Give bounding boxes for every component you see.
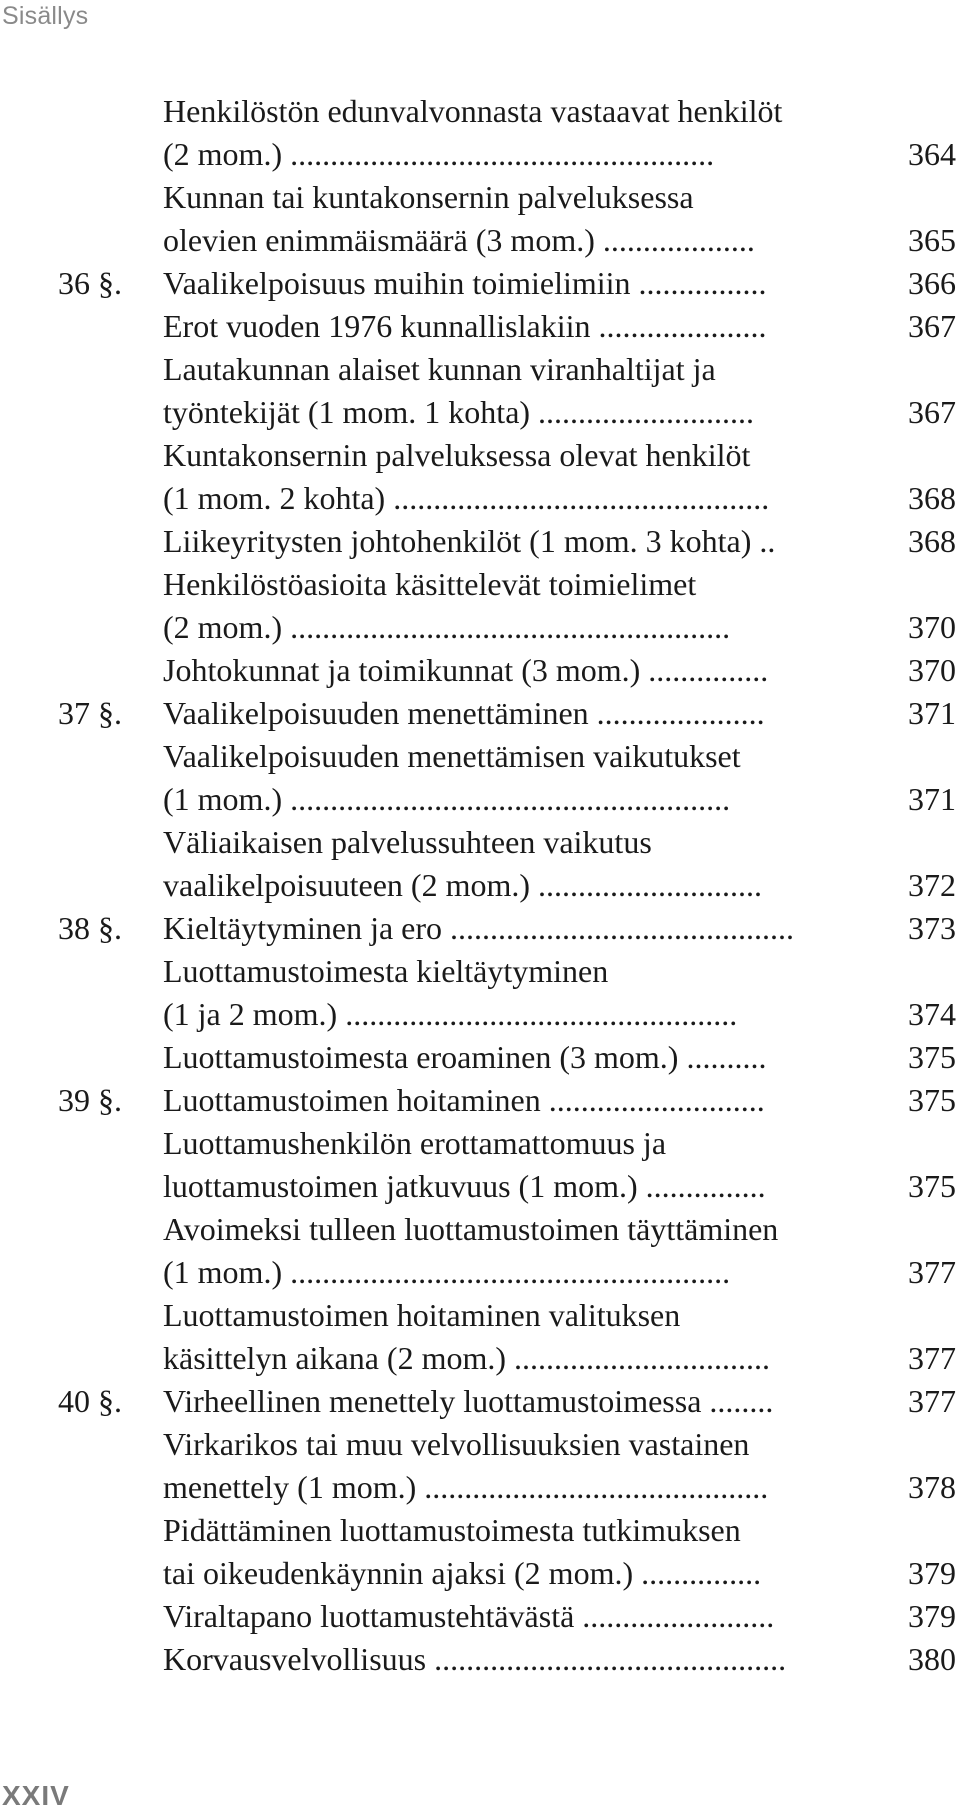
toc-page-number: 377 <box>908 1254 956 1290</box>
toc-entry-text: Lautakunnan alaiset kunnan viranhaltijat ja <box>163 351 716 387</box>
toc-page-number: 364 <box>908 136 956 172</box>
toc-entry-text: (1 mom.) ....................................................... <box>163 1254 731 1290</box>
toc-entry-text: vaalikelpoisuuteen (2 mom.) ............................ <box>163 867 763 903</box>
toc-entry-line <box>0 391 960 434</box>
toc-entry-text: (1 mom.) ....................................................... <box>163 781 731 817</box>
toc-entry-line <box>0 1165 960 1208</box>
toc-page-number: 371 <box>908 695 956 731</box>
toc-page-number: 375 <box>908 1039 956 1075</box>
toc-page-number: 370 <box>908 609 956 645</box>
toc-section-number: 36 §. <box>58 265 122 301</box>
toc-entry <box>0 692 960 735</box>
toc-entry-text: Liikeyritysten johtohenkilöt (1 mom. 3 kohta) .. <box>163 523 776 559</box>
toc-entry <box>0 1036 960 1079</box>
running-header: Sisällys <box>2 2 89 30</box>
toc-page-number: 366 <box>908 265 956 301</box>
toc-page-number: 374 <box>908 996 956 1032</box>
toc-page-number: 380 <box>908 1641 956 1677</box>
toc-entry <box>0 90 960 176</box>
toc-entry-line <box>0 176 960 219</box>
toc-entry-line <box>0 950 960 993</box>
toc-entry-text: Vaalikelpoisuuden menettämisen vaikutukset <box>163 738 741 774</box>
toc-entry-text: menettely (1 mom.) ........................................... <box>163 1469 769 1505</box>
toc-entry <box>0 348 960 434</box>
toc-entry-line <box>0 649 960 692</box>
toc-page-number: 379 <box>908 1555 956 1591</box>
table-of-contents <box>0 90 960 1681</box>
toc-entry-text: tai oikeudenkäynnin ajaksi (2 mom.) ............... <box>163 1555 762 1591</box>
toc-entry-text: (1 mom. 2 kohta) ............................................... <box>163 480 770 516</box>
toc-entry-text: Johtokunnat ja toimikunnat (3 mom.) ............... <box>163 652 769 688</box>
toc-entry <box>0 520 960 563</box>
toc-entry-line <box>0 1380 960 1423</box>
toc-entry-line <box>0 907 960 950</box>
toc-entry-text: Kieltäytyminen ja ero ........................................... <box>163 910 795 946</box>
toc-page-number: 373 <box>908 910 956 946</box>
toc-entry <box>0 1509 960 1595</box>
toc-entry-text: (1 ja 2 mom.) ................................................. <box>163 996 738 1032</box>
toc-entry-line <box>0 90 960 133</box>
toc-entry <box>0 1294 960 1380</box>
toc-entry-line <box>0 434 960 477</box>
toc-section-number: 40 §. <box>58 1383 122 1419</box>
toc-entry-text: Henkilöstöasioita käsittelevät toimielimet <box>163 566 697 602</box>
toc-entry-text: luottamustoimen jatkuvuus (1 mom.) ............... <box>163 1168 766 1204</box>
toc-entry-text: Viraltapano luottamustehtävästä ........................ <box>163 1598 775 1634</box>
toc-entry-text: Luottamustoimesta kieltäytyminen <box>163 953 609 989</box>
toc-entry <box>0 176 960 262</box>
toc-entry-text: olevien enimmäismäärä (3 mom.) ................... <box>163 222 755 258</box>
toc-page-number: 365 <box>908 222 956 258</box>
toc-entry-line <box>0 219 960 262</box>
toc-entry-line <box>0 1638 960 1681</box>
toc-entry-line <box>0 348 960 391</box>
toc-entry-text: Kunnan tai kuntakonsernin palveluksessa <box>163 179 694 215</box>
toc-entry-text: Korvausvelvollisuus ............................................ <box>163 1641 787 1677</box>
toc-entry <box>0 950 960 1036</box>
toc-entry-text: Luottamustoimen hoitaminen ........................... <box>163 1082 765 1118</box>
toc-entry-text: Virheellinen menettely luottamustoimessa ........ <box>163 1383 774 1419</box>
toc-entry-line <box>0 993 960 1036</box>
toc-section-number: 37 §. <box>58 695 122 731</box>
toc-entry-line <box>0 1208 960 1251</box>
toc-entry-line <box>0 1036 960 1079</box>
toc-entry <box>0 1380 960 1423</box>
toc-entry-line <box>0 1251 960 1294</box>
toc-entry-text: Vaalikelpoisuuden menettäminen ..................... <box>163 695 765 731</box>
toc-entry-text: (2 mom.) ....................................................... <box>163 609 731 645</box>
toc-entry-text: Virkarikos tai muu velvollisuuksien vastainen <box>163 1426 750 1462</box>
toc-entry <box>0 1595 960 1638</box>
toc-entry-line <box>0 477 960 520</box>
toc-page-number: 377 <box>908 1383 956 1419</box>
toc-page-number: 370 <box>908 652 956 688</box>
toc-entry-line <box>0 262 960 305</box>
toc-entry <box>0 1122 960 1208</box>
toc-entry <box>0 735 960 821</box>
toc-entry <box>0 821 960 907</box>
toc-page-number: 378 <box>908 1469 956 1505</box>
toc-entry-text: Henkilöstön edunvalvonnasta vastaavat henkilöt <box>163 93 783 129</box>
toc-entry <box>0 1079 960 1122</box>
toc-entry <box>0 305 960 348</box>
toc-page-number: 377 <box>908 1340 956 1376</box>
toc-section-number: 39 §. <box>58 1082 122 1118</box>
toc-entry-text: Avoimeksi tulleen luottamustoimen täyttäminen <box>163 1211 779 1247</box>
toc-entry-line <box>0 1079 960 1122</box>
toc-page-number: 375 <box>908 1168 956 1204</box>
toc-entry <box>0 434 960 520</box>
toc-entry-line <box>0 1122 960 1165</box>
toc-entry-line <box>0 864 960 907</box>
toc-entry <box>0 649 960 692</box>
toc-page-number: 367 <box>908 394 956 430</box>
toc-page-number: 367 <box>908 308 956 344</box>
toc-entry <box>0 1208 960 1294</box>
toc-entry-line <box>0 305 960 348</box>
toc-page-number: 375 <box>908 1082 956 1118</box>
toc-entry-line <box>0 1509 960 1552</box>
toc-section-number: 38 §. <box>58 910 122 946</box>
toc-entry-line <box>0 1337 960 1380</box>
toc-page-number: 371 <box>908 781 956 817</box>
toc-entry-line <box>0 563 960 606</box>
toc-entry <box>0 262 960 305</box>
toc-entry-line <box>0 1423 960 1466</box>
toc-entry-line <box>0 1595 960 1638</box>
toc-entry-text: Luottamustoimen hoitaminen valituksen <box>163 1297 681 1333</box>
toc-entry-text: Väliaikaisen palvelussuhteen vaikutus <box>163 824 652 860</box>
toc-page-number: 368 <box>908 523 956 559</box>
toc-entry <box>0 1638 960 1681</box>
toc-entry-text: Luottamustoimesta eroaminen (3 mom.) .......... <box>163 1039 767 1075</box>
toc-page-number: 368 <box>908 480 956 516</box>
toc-entry-line <box>0 778 960 821</box>
toc-page-number: 379 <box>908 1598 956 1634</box>
toc-entry-line <box>0 1466 960 1509</box>
toc-entry-line <box>0 821 960 864</box>
toc-entry <box>0 1423 960 1509</box>
toc-entry-text: (2 mom.) ..................................................... <box>163 136 715 172</box>
toc-entry-text: Pidättäminen luottamustoimesta tutkimuksen <box>163 1512 741 1548</box>
toc-entry-line <box>0 606 960 649</box>
toc-entry-line <box>0 1552 960 1595</box>
toc-entry-text: Erot vuoden 1976 kunnallislakiin ..................... <box>163 308 767 344</box>
toc-entry-line <box>0 735 960 778</box>
toc-entry-line <box>0 133 960 176</box>
toc-entry-text: Kuntakonsernin palveluksessa olevat henkilöt <box>163 437 751 473</box>
page-number-folio: XXIV <box>2 1780 70 1811</box>
toc-entry-line <box>0 692 960 735</box>
toc-entry-line <box>0 520 960 563</box>
toc-page-number: 372 <box>908 867 956 903</box>
toc-entry-text: käsittelyn aikana (2 mom.) ................................ <box>163 1340 771 1376</box>
toc-entry <box>0 907 960 950</box>
toc-entry-text: Vaalikelpoisuus muihin toimielimiin ................ <box>163 265 767 301</box>
toc-entry-line <box>0 1294 960 1337</box>
toc-entry-text: Luottamushenkilön erottamattomuus ja <box>163 1125 667 1161</box>
toc-entry-text: työntekijät (1 mom. 1 kohta) ........................... <box>163 394 755 430</box>
toc-entry <box>0 563 960 649</box>
